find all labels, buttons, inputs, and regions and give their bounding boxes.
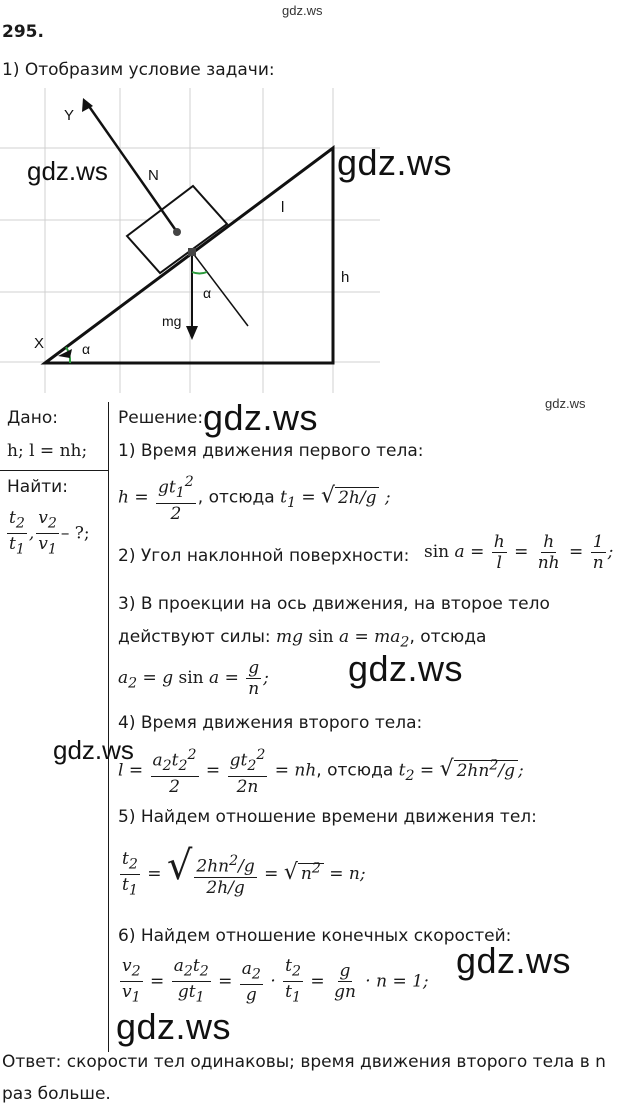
given-divider: [0, 470, 108, 471]
watermark-solution: gdz.ws: [203, 397, 319, 438]
watermark-right-low: gdz.ws: [456, 940, 572, 981]
step2-label: 2) Угол наклонной поверхности:: [118, 546, 410, 566]
incline-diagram: [0, 88, 380, 393]
answer-line-1: Ответ: скорости тел одинаковы; время движения второго тела в n: [2, 1052, 606, 1072]
watermark-left-mid: gdz.ws: [53, 735, 134, 765]
find-title: Найти:: [7, 477, 68, 497]
watermark-top: gdz.ws: [282, 3, 323, 18]
watermark-diagram-left: gdz.ws: [27, 156, 108, 186]
label-l: l: [281, 199, 285, 216]
step1-label: 1) Время движения первого тела:: [118, 441, 424, 461]
step4-formula: l = $\frac{a_2t_2^2}{2}$ = $\frac{gt_2^2}{2n}$ = nh, отсюда $t_2$ = √ $2hn^2/g$ ;: [118, 747, 524, 798]
given-title: Дано:: [7, 408, 58, 428]
step4-label: 4) Время движения второго тела:: [118, 713, 423, 733]
label-mg: mg: [162, 313, 182, 329]
angle-arc-top: [192, 272, 207, 273]
gravity-arrow-head: [186, 326, 198, 340]
label-y: Y: [64, 107, 75, 124]
step2-formula: sin a = $\frac{h}{l}$ = $\frac{h}{nh}$ = $\frac{1}{n}$ ;: [424, 532, 614, 573]
watermark-middle: gdz.ws: [348, 648, 464, 689]
given-values: h; l = nh;: [7, 441, 88, 461]
solution-title: Решение:: [118, 408, 204, 428]
step6-formula: $\frac{v_2}{v_1}$ = $\frac{a_2t_2}{gt_1}$ = $\frac{a_2}{g}$ · $\frac{t_2}{t_1}$ = $\frac{g}{gn}$ · n = 1;: [122, 956, 429, 1006]
column-divider: [108, 402, 109, 1052]
problem-number: 295.: [2, 22, 44, 42]
step6-label: 6) Найдем отношение конечных скоростей:: [118, 926, 512, 946]
label-h: h: [341, 269, 350, 286]
step3-label: 3) В проекции на ось движения, на второе тело: [118, 594, 550, 614]
contact-point: [188, 248, 196, 256]
answer-line-2: раз больше.: [2, 1084, 111, 1104]
label-alpha-top: α: [203, 285, 212, 301]
find-expression: $\frac{t_2}{t_1}$ , $\frac{v_2}{v_1}$ – ?;: [9, 508, 90, 558]
perpendicular-line: [192, 252, 248, 326]
step5-formula: $\frac{t_2}{t_1}$ = √ $\frac{2hn^2/g}{2h/g}$ = √ $n^2 = n$;: [122, 843, 366, 899]
label-x: X: [34, 335, 45, 352]
watermark-side-small: gdz.ws: [545, 396, 586, 411]
label-alpha-bottom: α: [82, 341, 91, 357]
step5-label: 5) Найдем отношение времени движения тел:: [118, 807, 537, 827]
label-n: N: [148, 167, 159, 184]
step3-formula: $a_2 = g$ sin a = $\frac{g}{n}$ ;: [118, 658, 269, 699]
step1-formula: h = $\frac{gt_1^2}{2}$ , отсюда $t_1$ = √ 2h/g ;: [118, 474, 391, 525]
step-intro: 1) Отобразим условие задачи:: [2, 60, 275, 80]
watermark-bottom: gdz.ws: [116, 1006, 232, 1047]
step3-forces: действуют силы: mg $\sin a = ma_2$, отсюда: [118, 627, 487, 651]
watermark-diagram-right: gdz.ws: [337, 142, 453, 183]
center-point: [173, 228, 181, 236]
